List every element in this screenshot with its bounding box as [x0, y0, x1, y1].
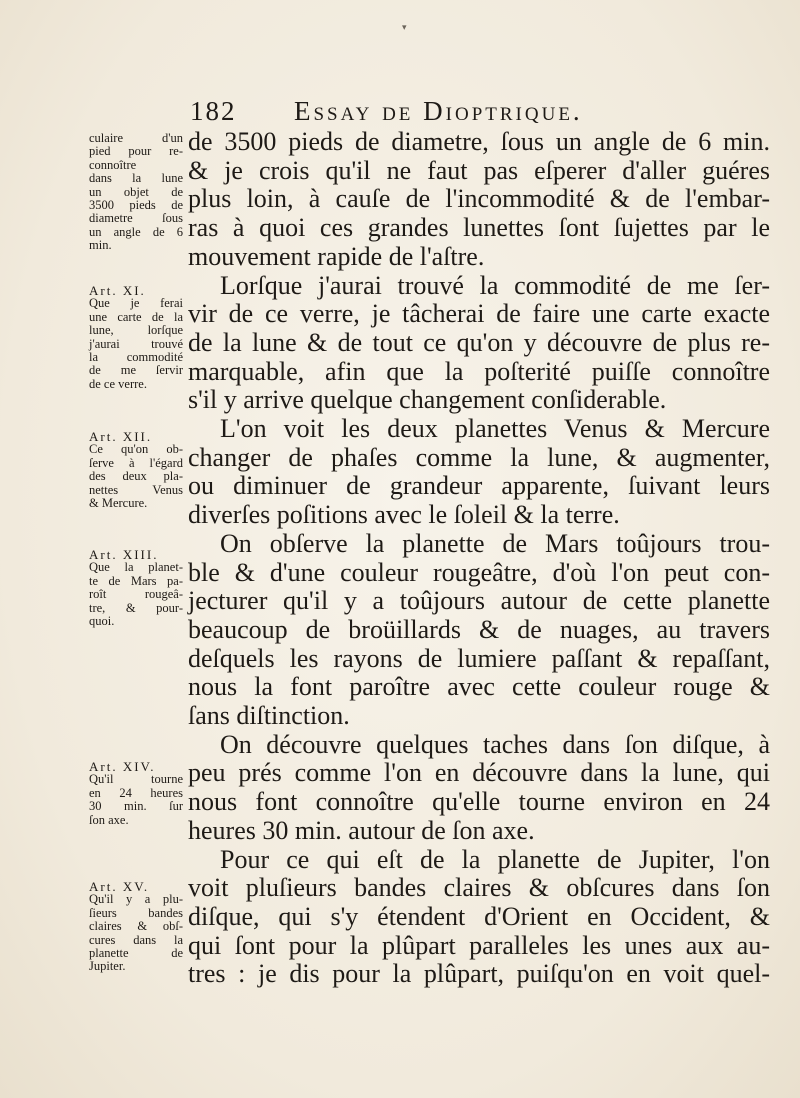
margin-line: min.: [89, 238, 112, 253]
margin-note: [89, 132, 183, 253]
text-line: s'il y arrive quelque changement conſiderable.: [188, 385, 667, 415]
paragraph-art-xv: [188, 846, 770, 990]
page-number: 182: [190, 96, 237, 126]
text-line: Lorſque j'aurai trouvé la commodité de me ſer-: [220, 270, 770, 300]
margin-line: pied pour re-: [89, 144, 183, 159]
text-line: jecturer qu'il y a toûjours autour de cette planette: [188, 586, 770, 616]
text-line: & je crois qu'il ne faut pas eſperer d'aller guéres: [188, 155, 770, 185]
paragraph-art-xi: [188, 272, 770, 416]
margin-line: Jupiter.: [89, 959, 126, 974]
article-number: Art. XV.: [89, 879, 150, 894]
text-line: deſquels les rayons de lumiere paſſant & repaſſant,: [188, 643, 770, 673]
margin-line: cures dans la: [89, 932, 183, 947]
margin-line: culaire d'un: [89, 131, 183, 145]
margin-line: la commodité: [89, 350, 183, 365]
margin-line: & Mercure.: [89, 496, 148, 511]
margin-line: une carte de la: [89, 309, 183, 324]
margin-line: de ce verre.: [89, 376, 147, 391]
text-line: heures 30 min. autour de ſon axe.: [188, 815, 535, 845]
paragraph-continued: [188, 128, 770, 272]
margin-line: Ce qu'on ob-: [89, 442, 183, 457]
text-line: ble & d'une couleur rougeâtre, d'où l'on peut con-: [188, 557, 770, 587]
margin-line: quoi.: [89, 614, 115, 629]
text-line: ou diminuer de grandeur apparente, ſuivant leurs: [188, 471, 770, 501]
text-line: mouvement rapide de l'aſtre.: [188, 241, 485, 271]
margin-line: connoître: [89, 157, 137, 172]
margin-note-art-xii: [89, 430, 183, 510]
paragraph-art-xiii: [188, 530, 770, 731]
text-line: On obſerve la planette de Mars toûjours trou-: [220, 528, 770, 558]
text-line: marquable, afin que la poſterité puiſſe connoître: [188, 356, 770, 386]
margin-note-art-xiv: [89, 760, 183, 827]
margin-line: un angle de 6: [89, 224, 183, 239]
margin-line: te de Mars pa-: [89, 573, 183, 588]
text-line: On découvre quelques taches dans ſon diſque, à: [220, 729, 770, 759]
text-line: L'on voit les deux planettes Venus & Mercure: [220, 414, 770, 444]
text-line: diſque, qui s'y étendent d'Orient en Occident, &: [188, 901, 770, 931]
text-line: plus loin, à cauſe de l'incommodité & de l'embar-: [188, 184, 770, 214]
margin-line: planette de: [89, 946, 183, 961]
margin-line: dans la lune: [89, 171, 183, 186]
margin-line: ſieurs bandes: [89, 905, 183, 920]
paragraph-art-xii: [188, 415, 770, 530]
margin-line: nettes Venus: [89, 482, 183, 497]
text-line: nous la font paroître avec cette couleur rouge &: [188, 672, 770, 702]
text-line: vir de ce verre, je tâcherai de faire une carte exacte: [188, 299, 770, 329]
margin-line: en 24 heures: [89, 785, 183, 800]
text-line: ſans diſtinction.: [188, 701, 350, 731]
margin-line: Qu'il tourne: [89, 772, 183, 787]
margin-line: Que la planet-: [89, 560, 183, 575]
text-line: changer de phaſes comme la lune, & augmenter,: [188, 442, 770, 472]
text-line: tres : je dis pour la plûpart, puiſqu'on en voit quel-: [188, 959, 770, 989]
article-number: Art. XI.: [89, 283, 146, 298]
text-line: diverſes poſitions avec le ſoleil & la terre.: [188, 500, 620, 530]
margin-line: j'aurai trouvé: [89, 336, 183, 351]
text-line: de 3500 pieds de diametre, ſous un angle de 6 min.: [188, 127, 770, 156]
text-line: ras à quoi ces grandes lunettes ſont ſujettes par le: [188, 213, 770, 243]
text-line: peu prés comme l'on en découvre dans la lune, qui: [188, 758, 770, 788]
margin-line: ſerve à l'égard: [89, 455, 183, 470]
margin-line: Qu'il y a plu-: [89, 892, 183, 907]
margin-line: ſon axe.: [89, 812, 129, 827]
margin-line: roît rougeâ-: [89, 587, 183, 602]
margin-note-art-xv: [89, 880, 183, 974]
text-line: de la lune & de tout ce qu'on y découvre de plus re-: [188, 327, 770, 357]
running-title: Essay de Dioptrique.: [294, 96, 583, 126]
text-line: beaucoup de broüillards & de nuages, au travers: [188, 614, 770, 644]
text-line: Pour ce qui eſt de la planette de Jupiter, l'on: [220, 844, 770, 874]
text-line: nous font connoître qu'elle tourne environ en 24: [188, 787, 770, 817]
main-text-block: [188, 128, 770, 989]
margin-line: lune, lorſque: [89, 323, 183, 338]
margin-line: diametre ſous: [89, 211, 183, 226]
paragraph-art-xiv: [188, 731, 770, 846]
margin-note-art-xi: [89, 284, 183, 391]
article-number: Art. XII.: [89, 429, 153, 444]
margin-line: un objet de: [89, 184, 183, 199]
margin-line: Que je ferai: [89, 296, 183, 311]
text-line: qui ſont pour la plûpart paralleles les unes aux au-: [188, 930, 770, 960]
article-number: Art. XIII.: [89, 547, 159, 562]
text-line: voit pluſieurs bandes claires & obſcures dans ſon: [188, 873, 770, 903]
margin-note-art-xiii: [89, 548, 183, 628]
margin-line: des deux pla-: [89, 469, 183, 484]
margin-line: tre, & pour-: [89, 600, 183, 615]
margin-line: 3500 pieds de: [89, 198, 183, 213]
running-header: [190, 96, 750, 128]
margin-line: 30 min. ſur: [89, 799, 183, 814]
margin-line: claires & obſ-: [89, 919, 183, 934]
margin-line: de me ſervir: [89, 363, 183, 378]
printer-mark: ▾: [402, 22, 407, 32]
article-number: Art. XIV.: [89, 759, 156, 774]
